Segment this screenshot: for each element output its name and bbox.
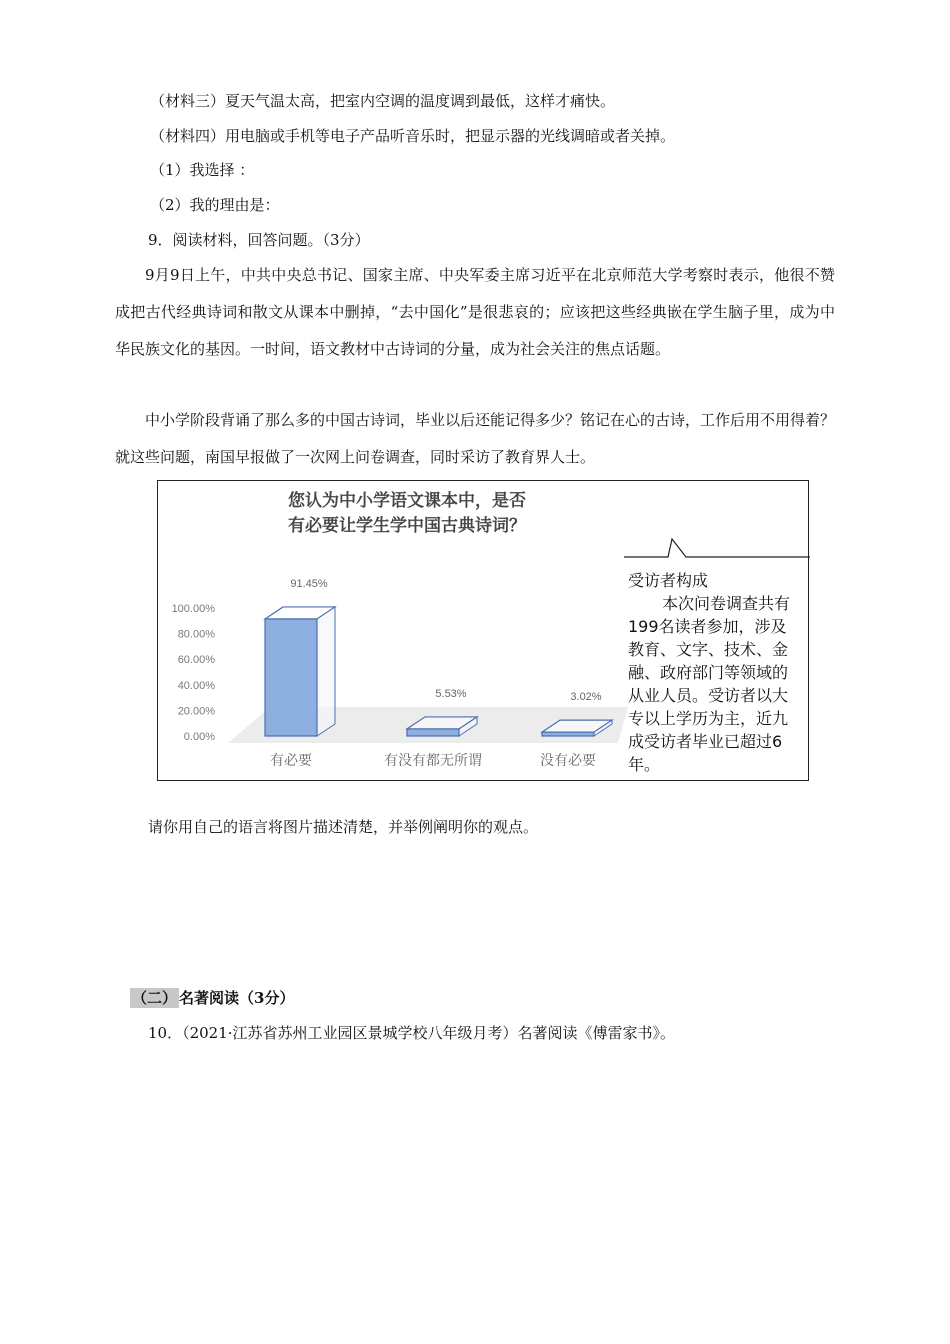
bar <box>407 729 459 736</box>
respondent-note-body: 本次问卷调查共有199名读者参加，涉及教育、文字、技术、金融、政府部门等领域的从业人员。受访者以大专以上学历为主，近九成受访者毕业已超过6年。 <box>628 594 791 774</box>
answer-choice-line: （1）我选择 ： <box>150 161 255 179</box>
x-category-label: 没有必要 <box>540 752 596 768</box>
data-label: 91.45% <box>290 577 328 590</box>
question-9-paragraph-1: 9月9日上午，中共中央总书记、国家主席、中央军委主席习近平在北京师范大学考察时表示，他很不赞成把古代经典诗词和散文从课本中删掉，“去中国化”是很悲哀的；应该把这些经典嵌在学生脑子里，成为中华民族文化的基因。一时间，语文教材中古诗词的分量，成为社会关注的焦点话题。 <box>115 266 835 358</box>
data-label: 5.53% <box>435 687 467 700</box>
survey-figure <box>157 480 809 781</box>
section-2-title: 名著阅读（3分） <box>179 989 295 1007</box>
section-2-number: （二） <box>132 989 178 1007</box>
answer-reason-line: （2）我的理由是： <box>150 196 280 214</box>
bar-side-face <box>317 607 335 736</box>
bar <box>542 732 594 736</box>
data-label: 3.02% <box>570 691 602 704</box>
y-tick-label: 0.00% <box>183 731 215 743</box>
x-category-label: 有必要 <box>270 752 312 768</box>
y-tick-label: 60.00% <box>177 654 215 667</box>
y-tick-label: 100.00% <box>171 603 215 615</box>
callout-line <box>624 539 810 557</box>
question-9-title: 9．阅读材料，回答问题。（3分） <box>148 231 370 249</box>
chart-title: 您认为中小学语文课本中，是否 有必要让学生学中国古典诗词？ <box>288 491 526 536</box>
question-9-prompt: 请你用自己的语言将图片描述清楚，并举例阐明你的观点。 <box>148 818 539 836</box>
y-tick-label: 20.00% <box>177 705 215 718</box>
section-2-heading <box>130 987 294 1009</box>
question-9-paragraph-2: 中小学阶段背诵了那么多的中国古诗词，毕业以后还能记得多少？铭记在心的古诗，工作后用不用得着？就这些问题，南国早报做了一次网上问卷调查，同时采访了教育界人士。 <box>115 411 836 466</box>
material-3: （材料三）夏天气温太高，把室内空调的温度调到最低，这样才痛快。 <box>150 92 616 110</box>
y-tick-label: 80.00% <box>177 628 215 641</box>
bar <box>265 619 317 736</box>
y-tick-label: 40.00% <box>177 679 215 692</box>
respondent-note-heading: 受访者构成 <box>628 571 709 590</box>
material-4: （材料四）用电脑或手机等电子产品听音乐时，把显示器的光线调暗或者关掉。 <box>150 127 676 145</box>
question-10: 10．（2021·江苏省苏州工业园区景城学校八年级月考）名著阅读《傅雷家书》。 <box>148 1024 676 1042</box>
respondent-note <box>628 569 798 776</box>
x-category-label: 有没有都无所谓 <box>384 752 482 768</box>
